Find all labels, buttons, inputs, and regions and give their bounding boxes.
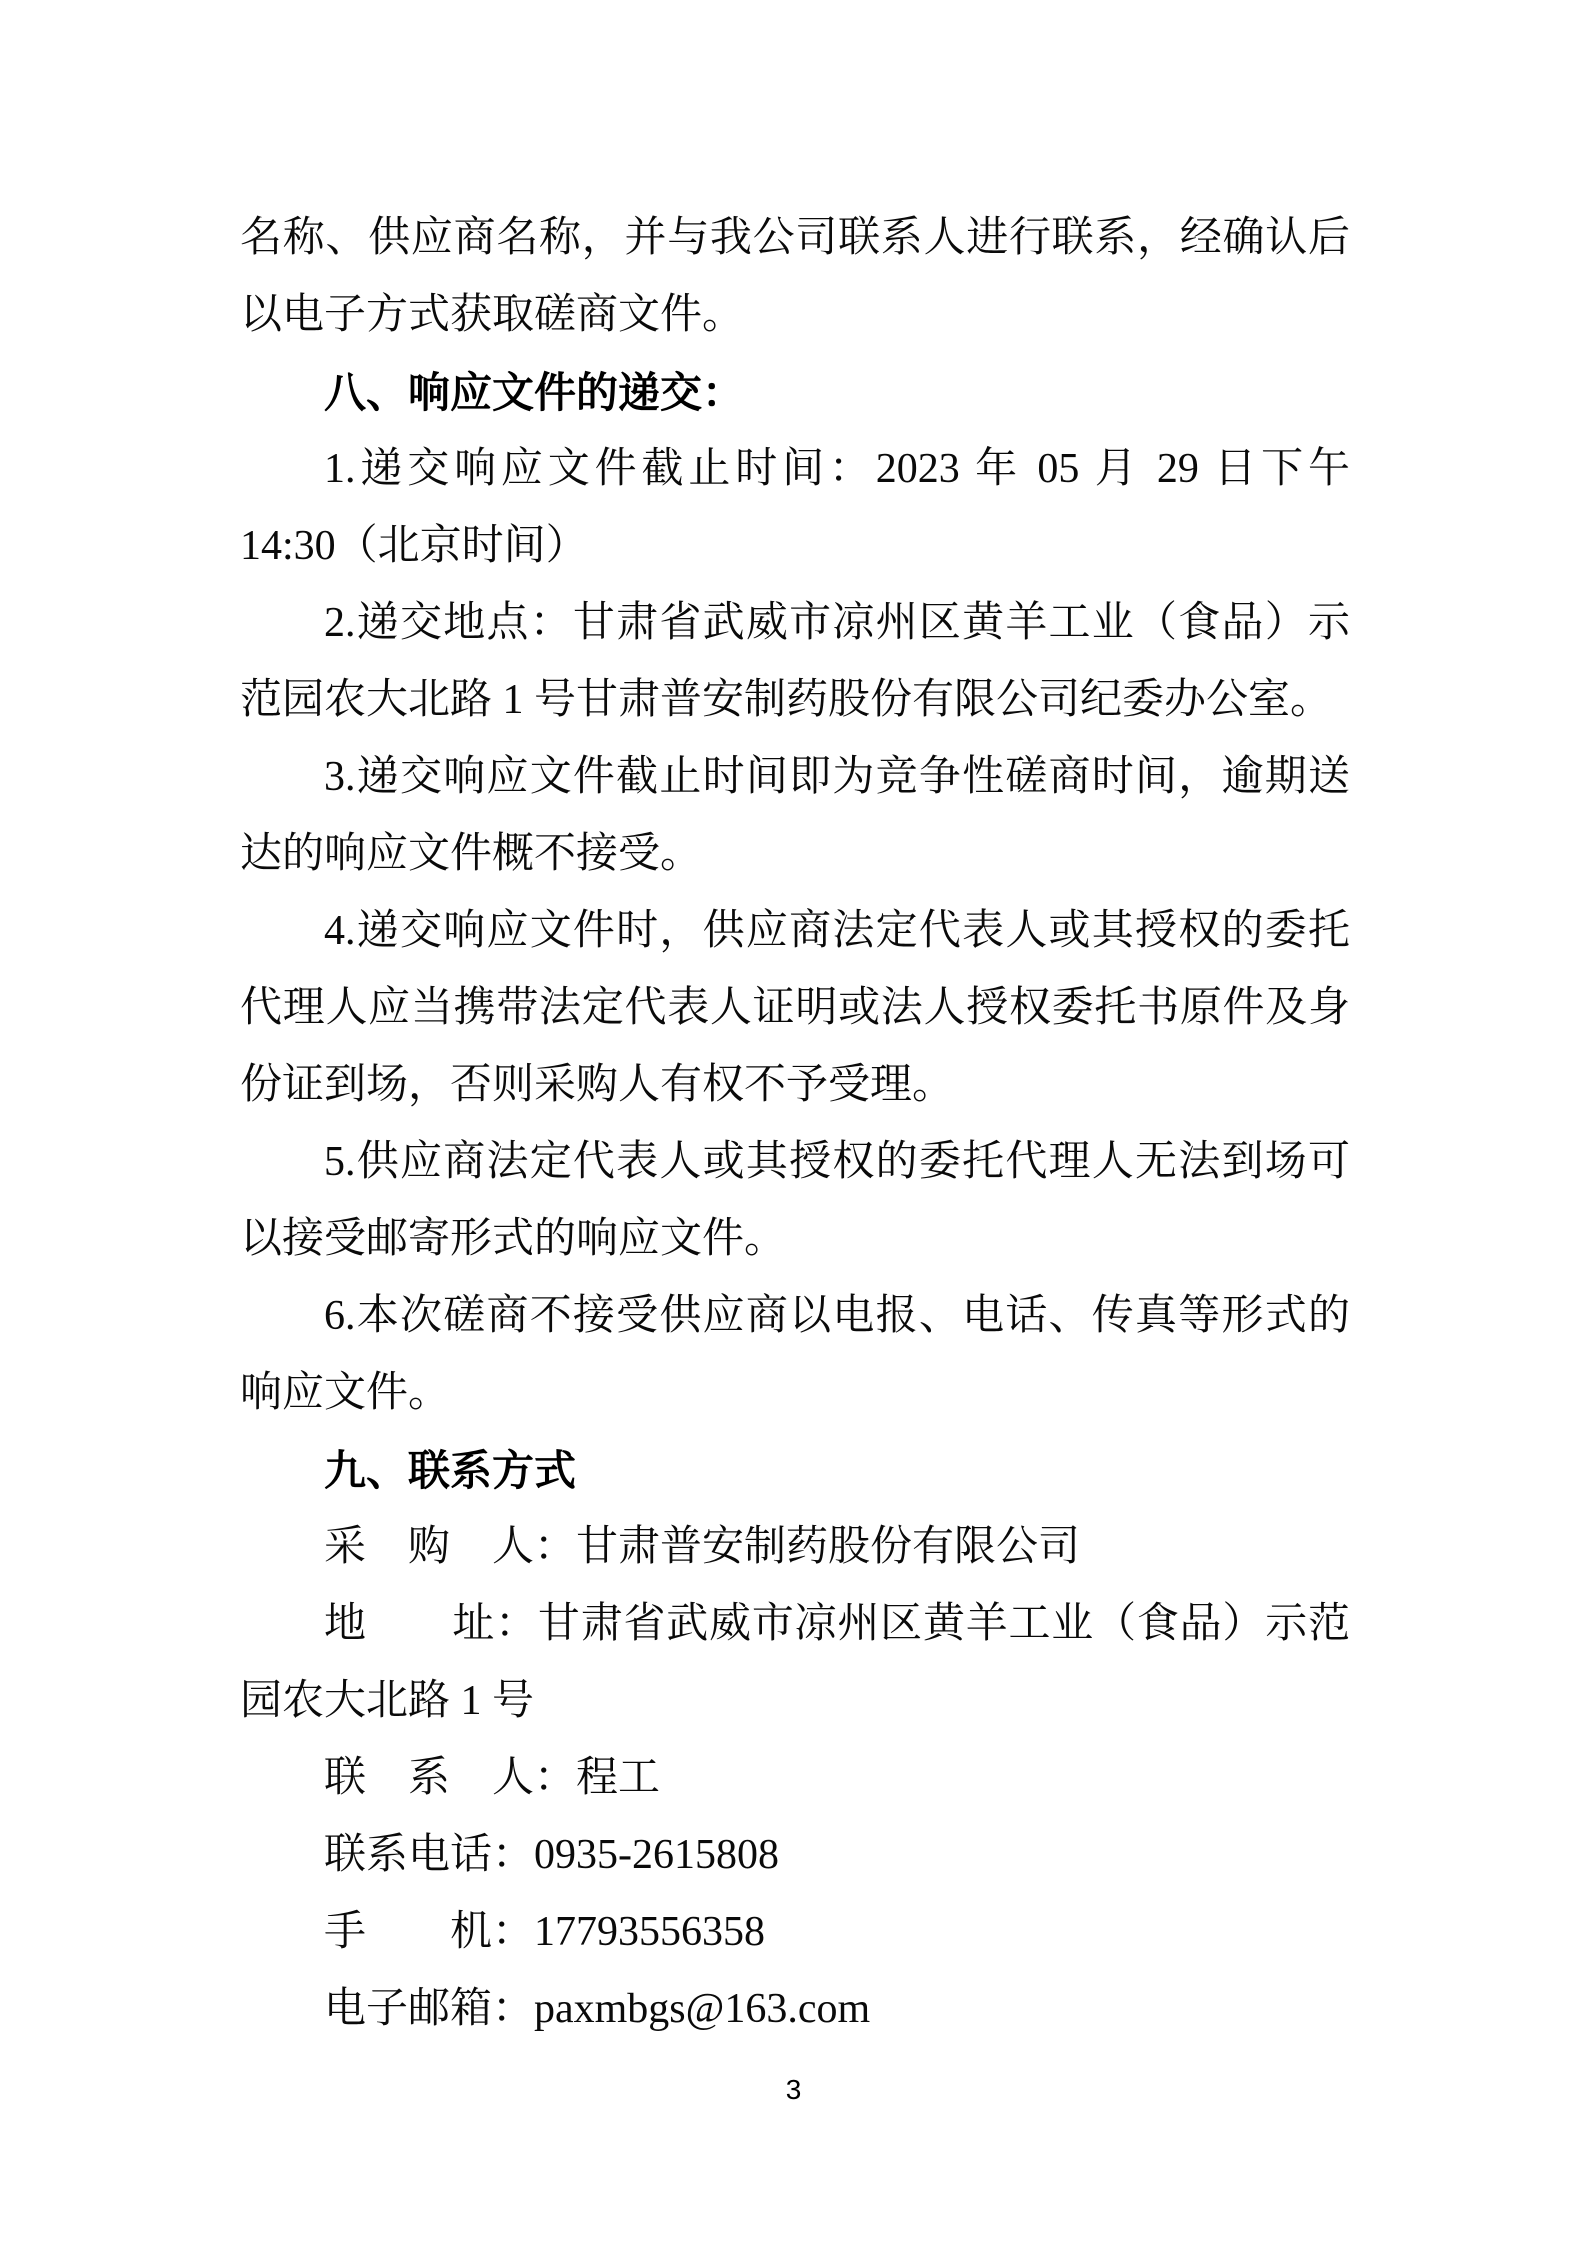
- paragraph: 电子邮箱：paxmbgs@163.com: [324, 1986, 871, 2032]
- paragraph: 4.递交响应文件时，供应商法定代表人或其授权的委托代理人应当携带法定代表人证明或法人授权委托书原件及身份证到场，否则采购人有权不予受理。: [240, 908, 1350, 1108]
- section-heading: 九、联系方式: [324, 1447, 577, 1494]
- paragraph: 联系电话：0935-2615808: [324, 1832, 779, 1878]
- paragraph: 5.供应商法定代表人或其授权的委托代理人无法到场可以接受邮寄形式的响应文件。: [240, 1139, 1350, 1262]
- section-heading: 八、响应文件的递交：: [324, 369, 745, 416]
- paragraph: 3.递交响应文件截止时间即为竞争性磋商时间，逾期送达的响应文件概不接受。: [240, 754, 1350, 877]
- paragraph: 联 系 人：程工: [324, 1755, 661, 1801]
- paragraph: 名称、供应商名称，并与我公司联系人进行联系，经确认后以电子方式获取磋商文件。: [240, 215, 1350, 338]
- paragraph: 1.递交响应文件截止时间：2023 年 05 月 29 日下午 14:30（北京时间）: [240, 446, 1350, 569]
- paragraph: 6.本次磋商不接受供应商以电报、电话、传真等形式的响应文件。: [240, 1293, 1350, 1416]
- paragraph: 采 购 人：甘肃普安制药股份有限公司: [324, 1524, 1081, 1570]
- paragraph: 地 址：甘肃省武威市凉州区黄羊工业（食品）示范园农大北路 1 号: [240, 1601, 1350, 1724]
- paragraph: 手 机：17793556358: [324, 1909, 766, 1955]
- document-body: [240, 200, 1350, 2048]
- page-number: 3: [785, 2074, 802, 2105]
- page-footer: [0, 2072, 1587, 2108]
- paragraph: 2.递交地点：甘肃省武威市凉州区黄羊工业（食品）示范园农大北路 1 号甘肃普安制药股份有限公司纪委办公室。: [240, 600, 1350, 723]
